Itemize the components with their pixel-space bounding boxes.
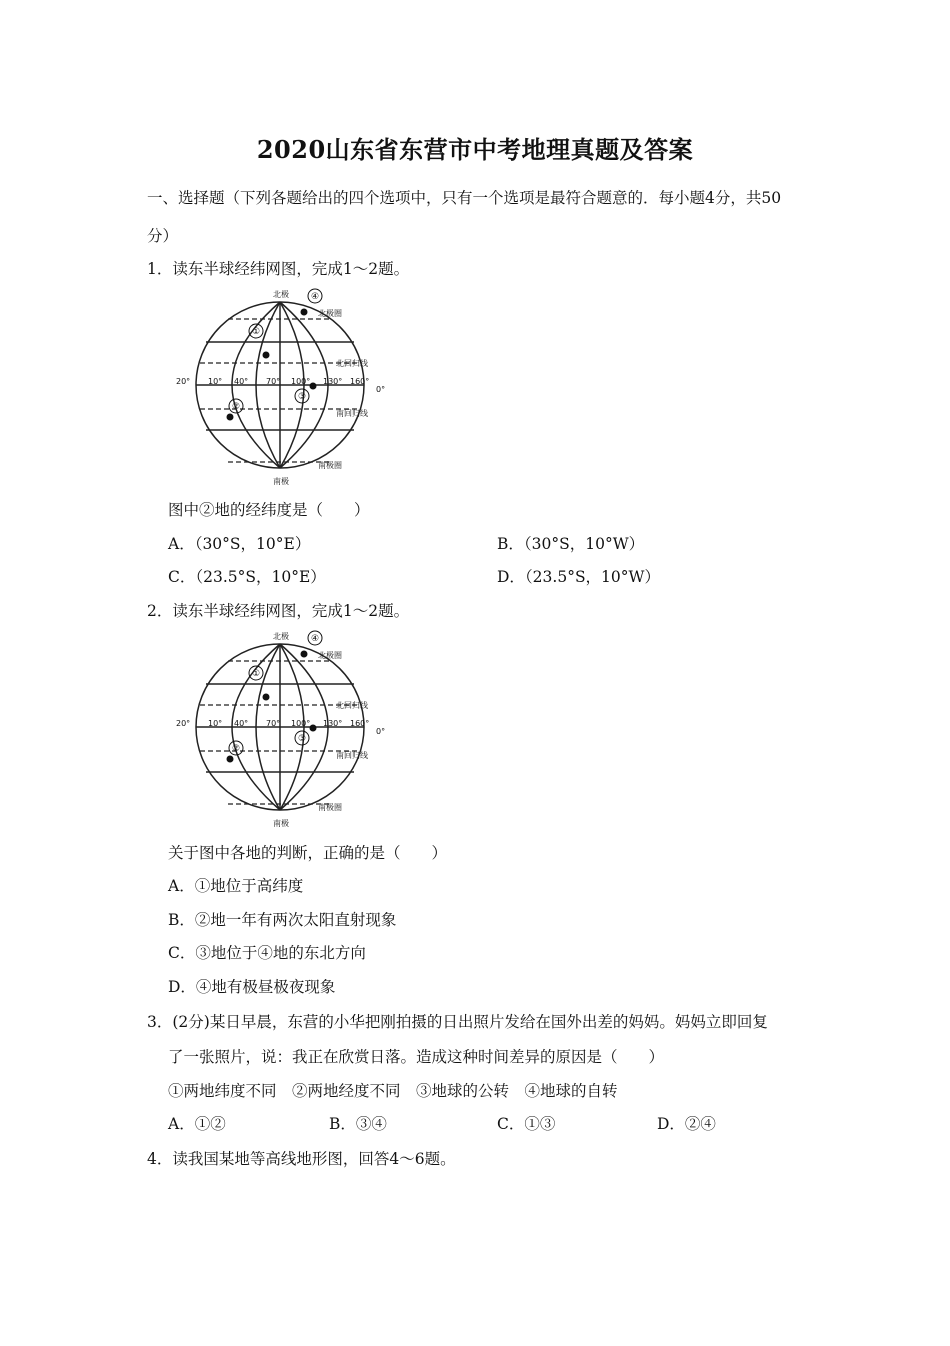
label-north-pole: 北极 bbox=[273, 290, 289, 299]
label-arctic-circle: 北极圈 bbox=[318, 309, 342, 318]
q3-option-a: A．①② bbox=[168, 1115, 226, 1133]
q1-option-a: A．（30°S，10°E） bbox=[168, 535, 311, 553]
label-point-1: ① bbox=[251, 327, 261, 337]
q3-stem-line2: 了一张照片，说：我正在欣赏日落。造成这种时间差异的原因是（ ） bbox=[168, 1048, 665, 1066]
label-point-4: ④ bbox=[310, 292, 320, 302]
q1-stem: 1．读东半球经纬网图，完成1～2题。 bbox=[147, 260, 410, 278]
label-point-3: ③ bbox=[297, 734, 307, 744]
label-lon-100: 100° bbox=[291, 377, 311, 386]
q1-option-c: C．（23.5°S，10°E） bbox=[168, 568, 326, 586]
label-antarctic-circle: 南极圈 bbox=[318, 803, 342, 812]
section-heading-line2: 分） bbox=[147, 227, 179, 245]
q1-globe-figure bbox=[170, 284, 400, 494]
label-lon-70: 70° bbox=[266, 377, 281, 386]
q1-option-d: D．（23.5°S，10°W） bbox=[497, 568, 660, 586]
q1-option-b: B．（30°S，10°W） bbox=[497, 535, 645, 553]
label-lon-10: 10° bbox=[208, 377, 223, 386]
label-point-4: ④ bbox=[310, 634, 320, 644]
label-south-pole: 南极 bbox=[273, 477, 289, 486]
label-point-2: ② bbox=[231, 744, 241, 754]
label-equator: 0° bbox=[376, 385, 386, 394]
label-lon-130: 130° bbox=[323, 377, 343, 386]
q3-option-c: C．①③ bbox=[497, 1115, 556, 1133]
label-equator: 0° bbox=[376, 727, 386, 736]
label-tropic-capricorn: 南回归线 bbox=[336, 409, 368, 418]
label-tropic-capricorn: 南回归线 bbox=[336, 751, 368, 760]
point-1-dot bbox=[263, 352, 270, 359]
label-lon-130: 130° bbox=[323, 719, 343, 728]
label-lon-40: 40° bbox=[234, 377, 249, 386]
label-tropic-cancer: 北回归线 bbox=[336, 701, 368, 710]
label-lon-70: 70° bbox=[266, 719, 281, 728]
q2-stem: 2．读东半球经纬网图，完成1～2题。 bbox=[147, 602, 410, 620]
label-point-2: ② bbox=[231, 402, 241, 412]
label-south-pole: 南极 bbox=[273, 819, 289, 828]
q2-option-d: D．④地有极昼极夜现象 bbox=[168, 978, 336, 996]
q2-option-b: B．②地一年有两次太阳直射现象 bbox=[168, 911, 397, 929]
label-antarctic-circle: 南极圈 bbox=[318, 461, 342, 470]
q3-option-b: B．③④ bbox=[329, 1115, 387, 1133]
label-point-1: ① bbox=[251, 669, 261, 679]
q4-stem: 4．读我国某地等高线地形图，回答4～6题。 bbox=[147, 1150, 456, 1168]
q3-reasons: ①两地纬度不同 ②两地经度不同 ③地球的公转 ④地球的自转 bbox=[168, 1082, 618, 1100]
label-lon-160: 160° bbox=[350, 377, 370, 386]
label-tropic-cancer: 北回归线 bbox=[336, 359, 368, 368]
point-1-dot bbox=[263, 694, 270, 701]
page-title: 2020山东省东营市中考地理真题及答案 bbox=[256, 135, 694, 164]
label-lon-160: 160° bbox=[350, 719, 370, 728]
q3-option-d: D．②④ bbox=[657, 1115, 716, 1133]
q2-option-a: A．①地位于高纬度 bbox=[168, 877, 304, 895]
label-lon-20: 20° bbox=[176, 719, 191, 728]
point-4-dot bbox=[301, 651, 308, 658]
label-lon-10: 10° bbox=[208, 719, 223, 728]
q1-question: 图中②地的经纬度是（ ） bbox=[168, 501, 370, 519]
q2-globe-figure bbox=[170, 626, 400, 836]
label-north-pole: 北极 bbox=[273, 632, 289, 641]
point-3-dot bbox=[310, 725, 317, 732]
point-2-dot bbox=[227, 414, 234, 421]
q2-option-c: C．③地位于④地的东北方向 bbox=[168, 944, 366, 962]
label-lon-100: 100° bbox=[291, 719, 311, 728]
point-2-dot bbox=[227, 756, 234, 763]
point-4-dot bbox=[301, 309, 308, 316]
globe-graticule bbox=[170, 284, 400, 490]
label-lon-20: 20° bbox=[176, 377, 191, 386]
label-point-3: ③ bbox=[297, 392, 307, 402]
q3-stem-line1: 3．(2分)某日早晨，东营的小华把刚拍摄的日出照片发给在国外出差的妈妈。妈妈立即回复 bbox=[147, 1013, 768, 1031]
section-heading-line1: 一、选择题（下列各题给出的四个选项中，只有一个选项是最符合题意的．每小题4分，共50 bbox=[147, 189, 782, 207]
globe-graticule bbox=[170, 626, 400, 832]
label-arctic-circle: 北极圈 bbox=[318, 651, 342, 660]
q2-question: 关于图中各地的判断，正确的是（ ） bbox=[168, 844, 448, 862]
label-lon-40: 40° bbox=[234, 719, 249, 728]
point-3-dot bbox=[310, 383, 317, 390]
